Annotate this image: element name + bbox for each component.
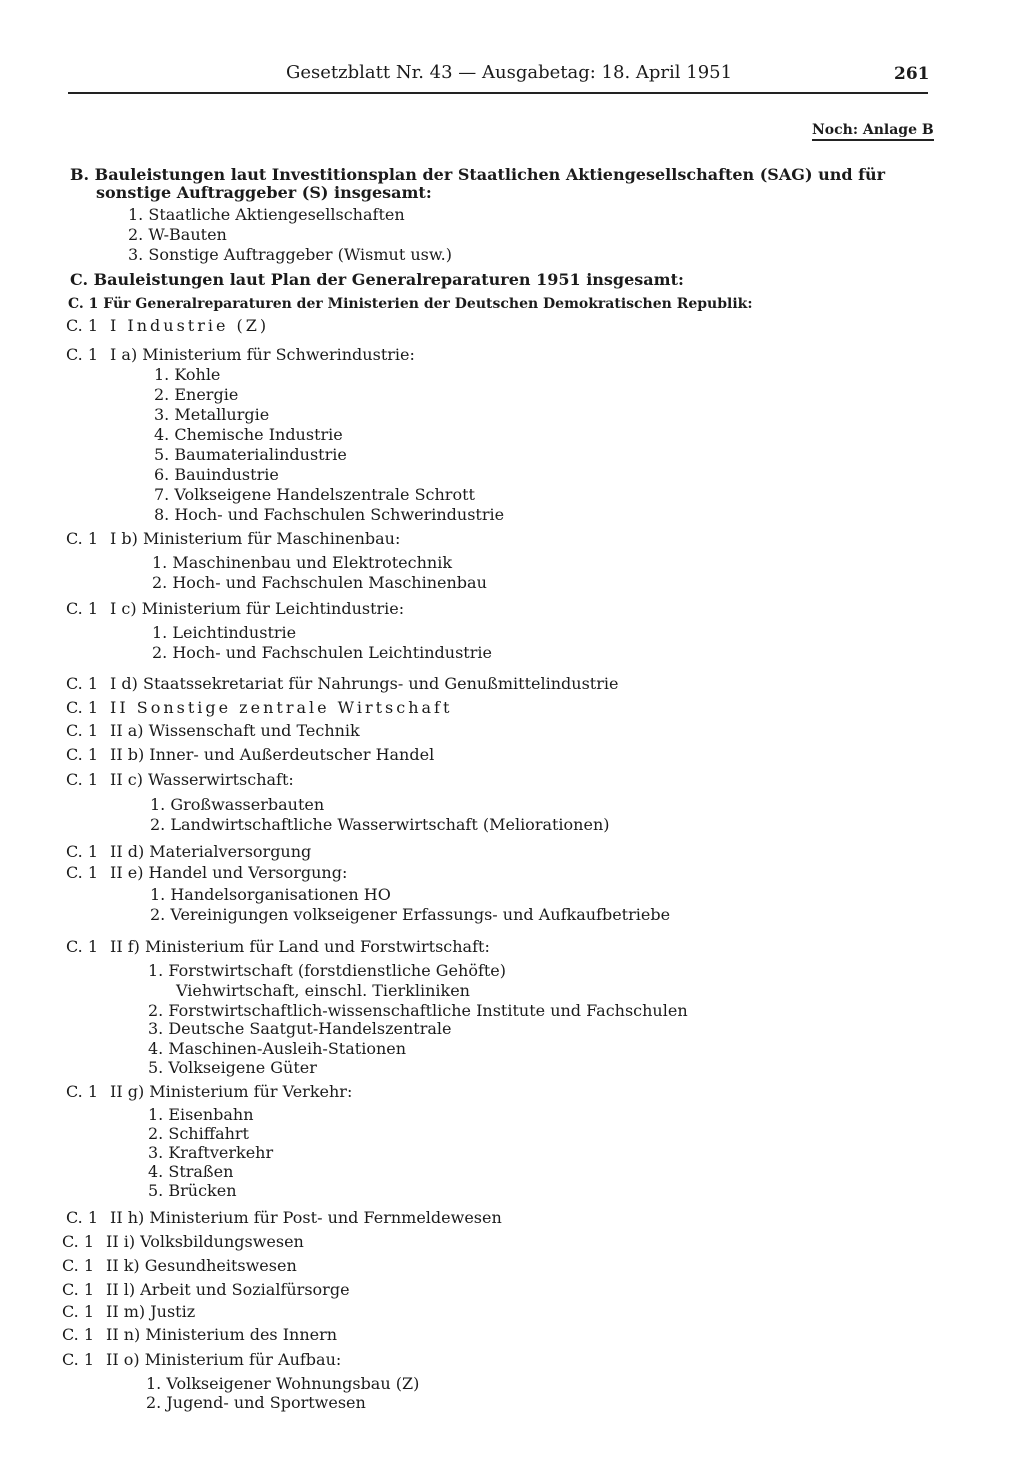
entry-item: Viehwirtschaft, einschl. Tierkliniken: [176, 981, 470, 1000]
section-b-item: 1. Staatliche Aktiengesellschaften: [128, 205, 405, 224]
entry-item: 2. Hoch- und Fachschulen Leichtindustrie: [152, 643, 492, 662]
entry-item: 3. Deutsche Saatgut-Handelszentrale: [148, 1019, 452, 1038]
entry-code: C. 1: [66, 770, 99, 789]
entry-code: C. 1: [62, 1350, 95, 1369]
entry-code: C. 1: [66, 842, 99, 861]
entry-code: C. 1: [66, 316, 99, 335]
entry-title: II g) Ministerium für Verkehr:: [110, 1082, 353, 1101]
entry-item: 2. Jugend- und Sportwesen: [146, 1393, 366, 1412]
entry-code: C. 1: [66, 698, 99, 717]
entry-item: 2. Landwirtschaftliche Wasserwirtschaft (Meliorationen): [150, 815, 610, 834]
gazette-header-title: Gesetzblatt Nr. 43 — Ausgabetag: 18. April 1951: [286, 62, 733, 83]
entry-item: 2. Forstwirtschaftlich-wissenschaftliche Institute und Fachschulen: [148, 1001, 688, 1020]
entry-item: 4. Maschinen-Ausleih-Stationen: [148, 1039, 407, 1058]
entry-title: I d) Staatssekretariat für Nahrungs- und Genußmittelindustrie: [110, 674, 619, 693]
page-number: 261: [894, 64, 930, 84]
entry-title: II h) Ministerium für Post- und Fernmeldewesen: [110, 1208, 502, 1227]
entry-item: 8. Hoch- und Fachschulen Schwerindustrie: [154, 505, 505, 524]
entry-title: II m) Justiz: [106, 1302, 196, 1321]
entry-code: C. 1: [62, 1232, 95, 1251]
entry-title: II i) Volksbildungswesen: [106, 1232, 304, 1251]
section-b-item: 3. Sonstige Auftraggeber (Wismut usw.): [128, 245, 452, 264]
entry-title: I c) Ministerium für Leichtindustrie:: [110, 599, 405, 618]
entry-title: II d) Materialversorgung: [110, 842, 312, 861]
entry-item: 1. Maschinenbau und Elektrotechnik: [152, 553, 453, 572]
entry-code: C. 1: [66, 599, 99, 618]
entry-item: 4. Chemische Industrie: [154, 425, 343, 444]
entry-item: 3. Metallurgie: [154, 405, 270, 424]
section-c-subheading: C. 1 Für Generalreparaturen der Ministerien der Deutschen Demokratischen Republik:: [68, 296, 753, 312]
entry-item: 5. Baumaterialindustrie: [154, 445, 347, 464]
entry-title: I a) Ministerium für Schwerindustrie:: [110, 345, 415, 364]
entry-item: 3. Kraftverkehr: [148, 1143, 274, 1162]
entry-item: 1. Volkseigener Wohnungsbau (Z): [146, 1374, 420, 1393]
entry-title: II c) Wasserwirtschaft:: [110, 770, 294, 789]
entry-code: C. 1: [62, 1302, 95, 1321]
entry-title: I Industrie (Z): [110, 316, 270, 335]
entry-code: C. 1: [62, 1256, 95, 1275]
entry-title: II f) Ministerium für Land und Forstwirtschaft:: [110, 937, 490, 956]
entry-item: 1. Kohle: [154, 365, 221, 384]
section-b-heading-line1: B. Bauleistungen laut Investitionsplan der Staatlichen Aktiengesellschaften (SAG) und für: [70, 165, 886, 184]
entry-title: II k) Gesundheitswesen: [106, 1256, 297, 1275]
entry-title: II b) Inner- und Außerdeutscher Handel: [110, 745, 435, 764]
entry-item: 1. Handelsorganisationen HO: [150, 885, 391, 904]
entry-code: C. 1: [62, 1325, 95, 1344]
entry-title: I b) Ministerium für Maschinenbau:: [110, 529, 401, 548]
entry-item: 6. Bauindustrie: [154, 465, 279, 484]
entry-item: 2. Energie: [154, 385, 239, 404]
entry-item: 2. Hoch- und Fachschulen Maschinenbau: [152, 573, 487, 592]
entry-item: 4. Straßen: [148, 1162, 234, 1181]
entry-code: C. 1: [66, 863, 99, 882]
entry-code: C. 1: [66, 937, 99, 956]
entry-item: 7. Volkseigene Handelszentrale Schrott: [154, 485, 475, 504]
entry-item: 1. Großwasserbauten: [150, 795, 325, 814]
entry-title: II n) Ministerium des Innern: [106, 1325, 338, 1344]
entry-item: 2. Schiffahrt: [148, 1124, 249, 1143]
entry-item: 1. Leichtindustrie: [152, 623, 297, 642]
entry-title: II o) Ministerium für Aufbau:: [106, 1350, 342, 1369]
header-rule: [68, 92, 928, 94]
entry-item: 5. Volkseigene Güter: [148, 1058, 317, 1077]
entry-code: C. 1: [66, 674, 99, 693]
entry-title: II a) Wissenschaft und Technik: [110, 721, 360, 740]
entry-code: C. 1: [66, 745, 99, 764]
entry-code: C. 1: [66, 1208, 99, 1227]
entry-title: II Sonstige zentrale Wirtschaft: [110, 698, 453, 717]
entry-item: 1. Eisenbahn: [148, 1105, 254, 1124]
entry-code: C. 1: [66, 721, 99, 740]
section-b-item: 2. W-Bauten: [128, 225, 227, 244]
entry-item: 2. Vereinigungen volkseigener Erfassungs- und Aufkaufbetriebe: [150, 905, 671, 924]
annex-label: Noch: Anlage B: [812, 122, 934, 141]
entry-title: II l) Arbeit und Sozialfürsorge: [106, 1280, 350, 1299]
entry-item: 5. Brücken: [148, 1181, 237, 1200]
entry-code: C. 1: [66, 1082, 99, 1101]
entry-code: C. 1: [66, 345, 99, 364]
entry-item: 1. Forstwirtschaft (forstdienstliche Gehöfte): [148, 961, 507, 980]
entry-code: C. 1: [62, 1280, 95, 1299]
section-c-heading: C. Bauleistungen laut Plan der Generalreparaturen 1951 insgesamt:: [70, 270, 684, 289]
entry-code: C. 1: [66, 529, 99, 548]
section-b-heading-line2: sonstige Auftraggeber (S) insgesamt:: [96, 183, 432, 202]
entry-title: II e) Handel und Versorgung:: [110, 863, 348, 882]
